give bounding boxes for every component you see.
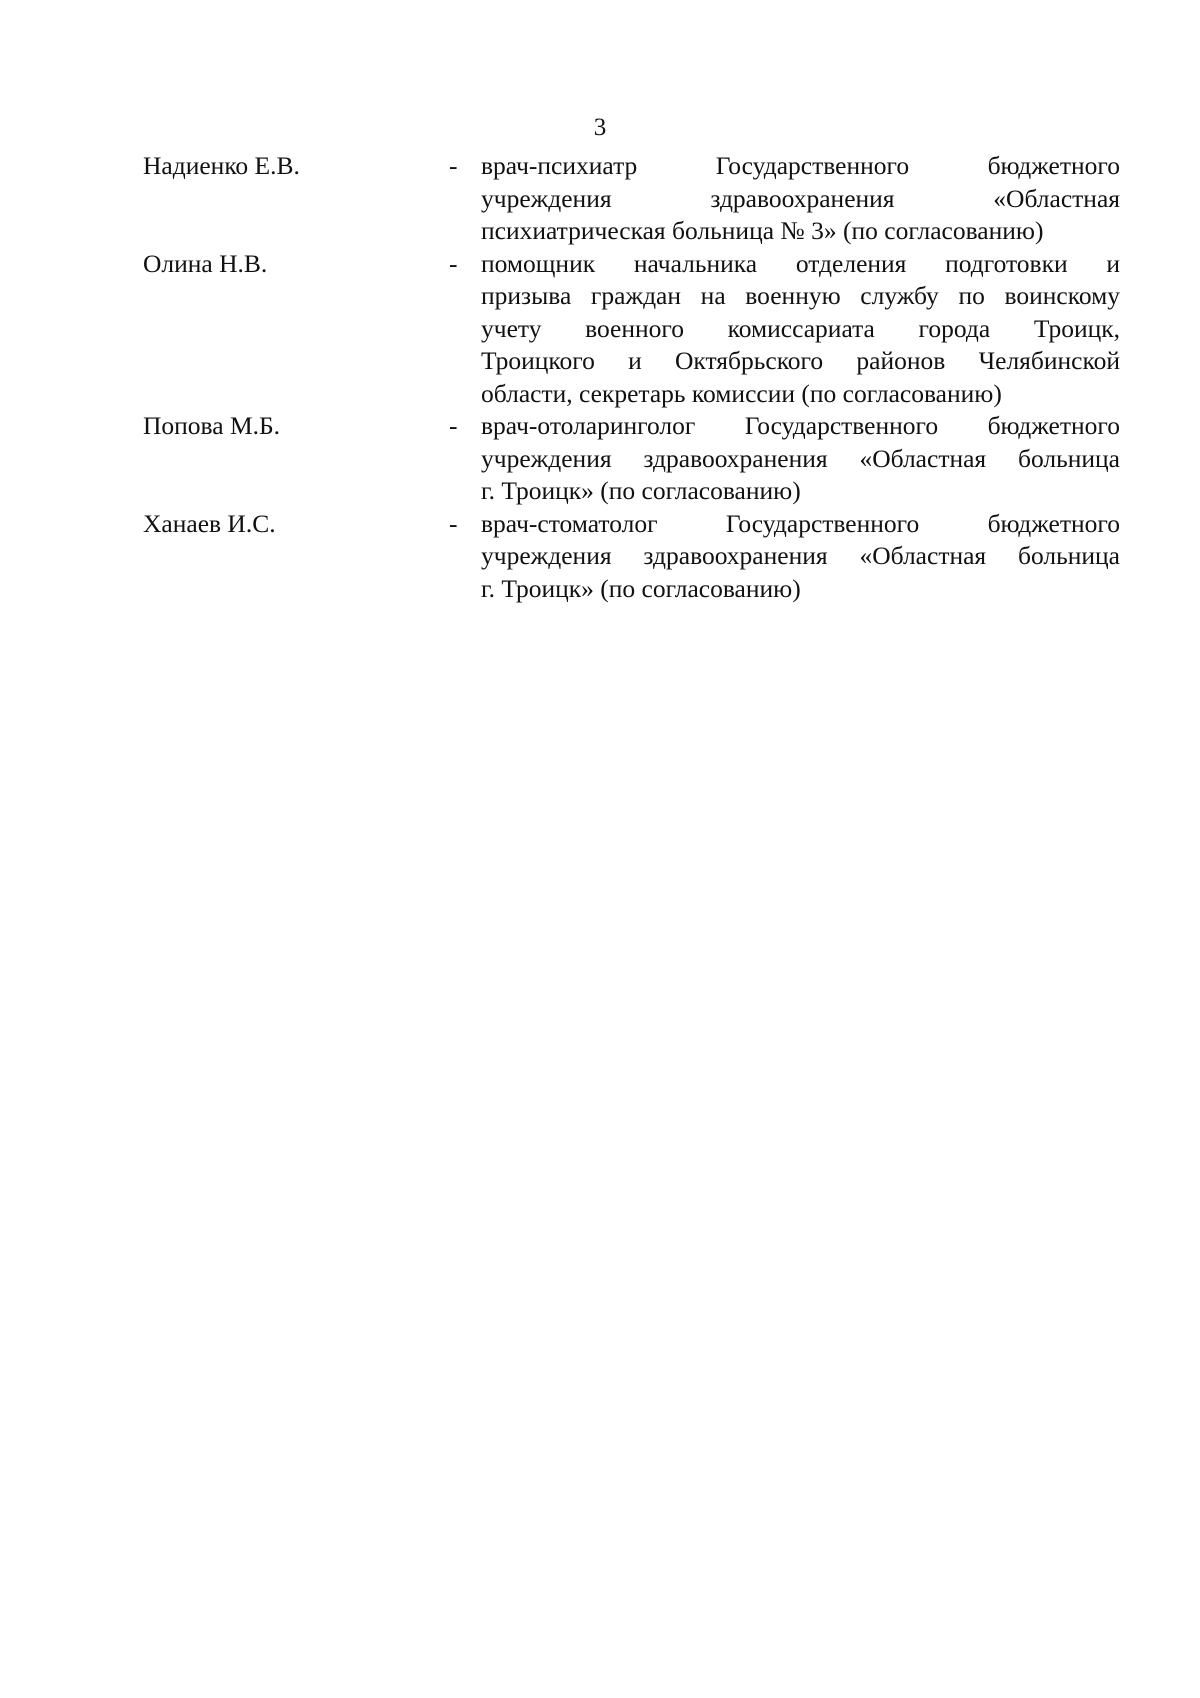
member-role-line: помощник начальника отделения подготовки и bbox=[481, 248, 1120, 278]
member-entry bbox=[143, 248, 1120, 411]
member-role-line: врач-отоларинголог Государственного бюджетного bbox=[481, 411, 1120, 440]
member-dash: - bbox=[449, 151, 458, 180]
commission-members-list bbox=[143, 150, 1120, 605]
member-name: Попова М.Б. bbox=[143, 411, 281, 440]
member-role-line: врач-психиатр Государственного бюджетного bbox=[481, 151, 1120, 180]
member-entry bbox=[143, 508, 1120, 606]
member-role bbox=[481, 150, 1120, 248]
page-number: 3 bbox=[593, 114, 607, 141]
member-role bbox=[481, 508, 1120, 606]
member-dash: - bbox=[449, 411, 458, 440]
member-role-line: учреждения здравоохранения «Областная bbox=[481, 183, 1120, 213]
member-role-line: врач-стоматолог Государственного бюджетного bbox=[481, 508, 1120, 538]
member-dash: - bbox=[449, 508, 458, 538]
member-role-line: призыва граждан на военную службу по воинскому bbox=[481, 281, 1120, 310]
member-role bbox=[481, 248, 1120, 411]
member-role-line: учету военного комиссариата города Троицк, bbox=[481, 313, 1120, 343]
member-dash: - bbox=[449, 248, 458, 278]
member-role-line: г. Троицк» (по согласованию) bbox=[481, 476, 801, 505]
member-role bbox=[481, 410, 1120, 508]
member-role-line: г. Троицк» (по согласованию) bbox=[481, 573, 801, 603]
member-role-line: учреждения здравоохранения «Областная больница bbox=[481, 541, 1120, 570]
member-role-line: Троицкого и Октябрьского районов Челябинской bbox=[481, 346, 1120, 375]
member-name: Надиенко Е.В. bbox=[143, 151, 300, 180]
member-entry bbox=[143, 150, 1120, 248]
member-role-line: психиатрическая больница № 3» (по согласованию) bbox=[481, 216, 1044, 245]
member-role-line: учреждения здравоохранения «Областная больница bbox=[481, 443, 1120, 473]
member-name: Олина Н.В. bbox=[143, 248, 268, 278]
member-entry bbox=[143, 410, 1120, 508]
member-name: Ханаев И.С. bbox=[143, 508, 276, 538]
member-role-line: области, секретарь комиссии (по согласованию) bbox=[481, 378, 1002, 408]
